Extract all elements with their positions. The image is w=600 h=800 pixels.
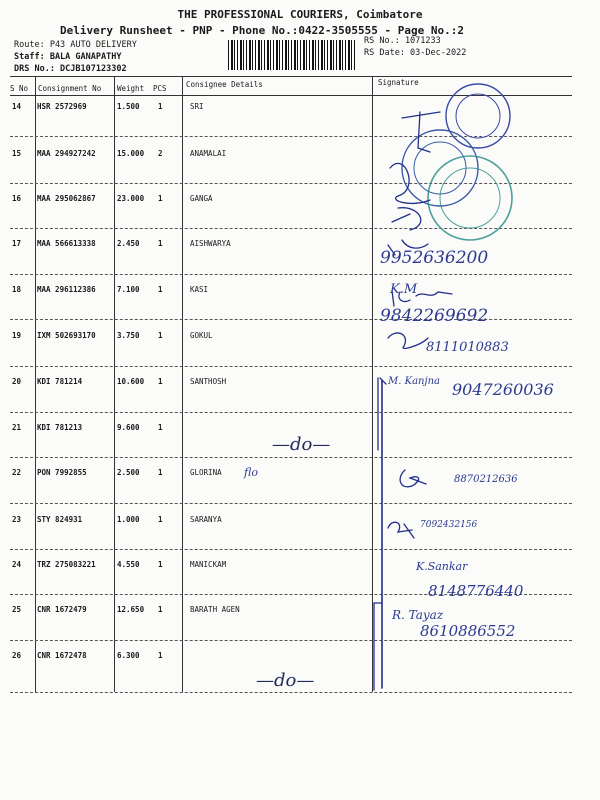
- row-consignee: AISHWARYA: [190, 239, 231, 248]
- row-consignee: SANTHOSH: [190, 377, 227, 386]
- row-pcs: 1: [158, 194, 163, 203]
- row-weight: 4.550: [117, 560, 140, 569]
- row-weight: 12.650: [117, 605, 145, 614]
- row-consignee: KASI: [190, 285, 209, 294]
- handwritten-phone: 9842269692: [380, 306, 489, 326]
- handwritten-ditto: —do—: [272, 434, 331, 455]
- row-pcs: 2: [158, 149, 163, 158]
- row-pcs: 1: [158, 377, 163, 386]
- row-pcs: 1: [158, 423, 163, 432]
- rs-number: RS No.: 1071233: [364, 36, 441, 46]
- row-weight: 1.000: [117, 515, 140, 524]
- handwritten-phone: 8148776440: [428, 582, 524, 600]
- row-pcs: 1: [158, 605, 163, 614]
- col-header-weight: Weight: [117, 84, 145, 93]
- route-label: Route: P43 AUTO DELIVERY: [14, 40, 137, 50]
- row-consignment: HSR 2572969: [37, 102, 87, 111]
- row-weight: 7.100: [117, 285, 140, 294]
- handwritten-phone: 8610886552: [420, 622, 516, 640]
- row-weight: 10.600: [117, 377, 145, 386]
- row-consignment: KDI 781213: [37, 423, 83, 432]
- row-sno: 20: [12, 377, 22, 386]
- row-consignment: MAA 294927242: [37, 149, 96, 158]
- col-header-consignee: Consignee Details: [186, 80, 263, 89]
- row-weight: 15.000: [117, 149, 145, 158]
- row-consignment: TRZ 275083221: [37, 560, 96, 569]
- row-pcs: 1: [158, 515, 163, 524]
- row-pcs: 1: [158, 331, 163, 340]
- row-consignment: STY 824931: [37, 515, 83, 524]
- row-consignment: CNR 1672479: [37, 605, 87, 614]
- row-pcs: 1: [158, 468, 163, 477]
- row-pcs: 1: [158, 285, 163, 294]
- handwritten-phone: 8111010883: [426, 340, 509, 355]
- row-pcs: 1: [158, 560, 163, 569]
- handwritten-signature: R. Tayaz: [392, 608, 444, 622]
- row-pcs: 1: [158, 651, 163, 660]
- row-weight: 9.600: [117, 423, 140, 432]
- handwritten-signature: K.M: [390, 282, 418, 297]
- handwritten-phone: 9047260036: [452, 380, 554, 399]
- row-pcs: 1: [158, 239, 163, 248]
- row-pcs: 1: [158, 102, 163, 111]
- row-consignment: KDI 781214: [37, 377, 83, 386]
- handwritten-note: flo: [244, 466, 258, 479]
- row-consignee: SARANYA: [190, 515, 222, 524]
- row-sno: 24: [12, 560, 22, 569]
- handwritten-signature: K.Sankar: [416, 560, 468, 573]
- row-weight: 3.750: [117, 331, 140, 340]
- row-consignee: GANGA: [190, 194, 213, 203]
- staff-label: Staff: BALA GANAPATHY: [14, 52, 122, 62]
- row-sno: 25: [12, 605, 22, 614]
- handwritten-signature: M. Kanjna: [388, 376, 440, 387]
- row-sno: 19: [12, 331, 22, 340]
- row-consignee: ANAMALAI: [190, 149, 227, 158]
- row-weight: 1.500: [117, 102, 140, 111]
- runsheet-title: Delivery Runsheet - PNP - Phone No.:0422-3505555 - Page No.:2: [60, 24, 464, 37]
- handwritten-phone: 7092432156: [420, 520, 478, 530]
- row-sno: 22: [12, 468, 22, 477]
- row-weight: 2.450: [117, 239, 140, 248]
- row-consignment: MAA 566613338: [37, 239, 96, 248]
- row-weight: 6.300: [117, 651, 140, 660]
- row-consignment: MAA 296112386: [37, 285, 96, 294]
- drs-number: DRS No.: DCJB107123302: [14, 64, 127, 74]
- row-sno: 16: [12, 194, 22, 203]
- handwritten-phone: 8870212636: [454, 474, 518, 485]
- col-header-pcs: PCS: [153, 84, 167, 93]
- row-sno: 17: [12, 239, 22, 248]
- company-title: THE PROFESSIONAL COURIERS, Coimbatore: [177, 8, 423, 21]
- handwritten-ditto: —do—: [256, 670, 315, 691]
- col-header-sno: S No: [10, 84, 29, 93]
- row-sno: 15: [12, 149, 22, 158]
- row-consignee: MANICKAM: [190, 560, 227, 569]
- row-consignee: BARATH AGEN: [190, 605, 240, 614]
- row-sno: 23: [12, 515, 22, 524]
- row-consignment: PON 7992855: [37, 468, 87, 477]
- company-stamp: [402, 84, 512, 240]
- row-sno: 18: [12, 285, 22, 294]
- row-consignment: CNR 1672478: [37, 651, 87, 660]
- row-sno: 14: [12, 102, 22, 111]
- handwritten-phone: 9952636200: [380, 248, 489, 268]
- row-consignment: IXM 502693170: [37, 331, 96, 340]
- row-consignment: MAA 295062867: [37, 194, 96, 203]
- row-consignee: GOKUL: [190, 331, 213, 340]
- rs-date: RS Date: 03-Dec-2022: [364, 48, 467, 58]
- row-sno: 26: [12, 651, 22, 660]
- row-consignee: SRI: [190, 102, 204, 111]
- row-weight: 2.500: [117, 468, 140, 477]
- row-sno: 21: [12, 423, 22, 432]
- row-consignee: GLORINA: [190, 468, 222, 477]
- col-header-consignment: Consignment No: [38, 84, 102, 93]
- row-weight: 23.000: [117, 194, 145, 203]
- col-header-signature: Signature: [378, 78, 419, 87]
